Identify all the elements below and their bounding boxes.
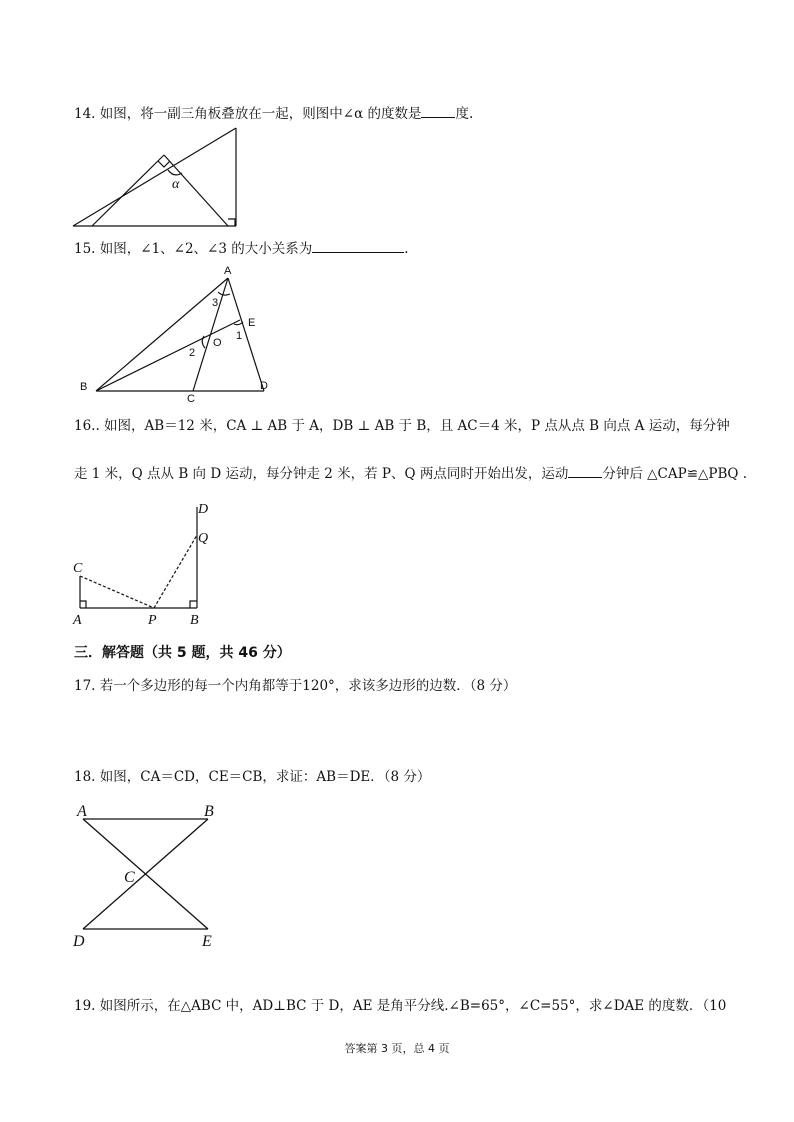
question-15	[74, 238, 409, 259]
point-d-label: D	[198, 502, 209, 517]
angle-3-label: 3	[212, 297, 219, 309]
question-16-text: 走 1 米，Q 点从 B 向 D 运动，每分钟走 2 米，若 P、Q 两点同时开始出发，运动	[74, 466, 569, 482]
point-c-label: C	[73, 561, 83, 576]
question-14	[74, 103, 473, 124]
question-14-suffix: 度.	[455, 106, 474, 122]
point-e-label: E	[202, 933, 212, 950]
question-19: 19. 如图所示，在△ABC 中，AD⊥BC 于 D，AE 是角平分线.∠B=65°，∠C=55°，求∠DAE 的度数．（10	[74, 998, 727, 1014]
answer-blank[interactable]	[568, 463, 602, 478]
page-footer: 答案第 3 页，总 4 页	[344, 1042, 450, 1055]
question-17: 17. 若一个多边形的每一个内角都等于120°，求该多边形的边数．（8 分）	[74, 678, 517, 694]
point-a-label: A	[224, 265, 232, 277]
point-a-label: A	[77, 803, 87, 820]
question-14-text: 14. 如图，将一副三角板叠放在一起，则图中∠α 的度数是	[74, 106, 422, 122]
alpha-label: α	[172, 177, 180, 192]
answer-blank[interactable]	[312, 238, 404, 253]
point-b-label: B	[80, 381, 88, 393]
point-o-label: O	[213, 337, 222, 349]
point-e-label: E	[248, 317, 256, 329]
point-p-label: P	[148, 613, 157, 628]
question-18: 18. 如图，CA＝CD，CE＝CB，求证：AB＝DE．（8 分）	[74, 769, 431, 785]
question-16-line-2	[74, 463, 747, 484]
question-15-text: 15. 如图，∠1、∠2、∠3 的大小关系为	[74, 241, 313, 257]
question-16-line-1: 16.. 如图，AB＝12 米，CA ⊥ AB 于 A，DB ⊥ AB 于 B，且 AC＝4 米，P 点从点 B 向点 A 运动，每分钟	[74, 418, 730, 434]
answer-blank[interactable]	[421, 103, 455, 118]
point-d-label: D	[73, 933, 85, 950]
point-d-label: D	[260, 380, 268, 392]
angle-2-label: 2	[189, 347, 196, 359]
point-c-label: C	[124, 869, 135, 886]
angle-1-label: 1	[236, 330, 243, 342]
point-b-label: B	[204, 803, 214, 820]
question-15-suffix: .	[404, 241, 409, 257]
figure-18-crossed-triangles	[68, 798, 228, 953]
point-a-label: A	[73, 613, 82, 628]
figure-16-moving-points	[68, 497, 228, 627]
figure-15-triangle	[72, 262, 282, 404]
point-c-label: C	[187, 393, 195, 405]
point-q-label: Q	[198, 531, 209, 546]
question-16-suffix: 分钟后 △CAP≌△PBQ .	[602, 466, 748, 482]
figure-14-triangles	[68, 126, 248, 232]
point-b-label: B	[190, 613, 199, 628]
section-heading: 三．解答题（共 5 题，共 46 分）	[74, 645, 291, 661]
